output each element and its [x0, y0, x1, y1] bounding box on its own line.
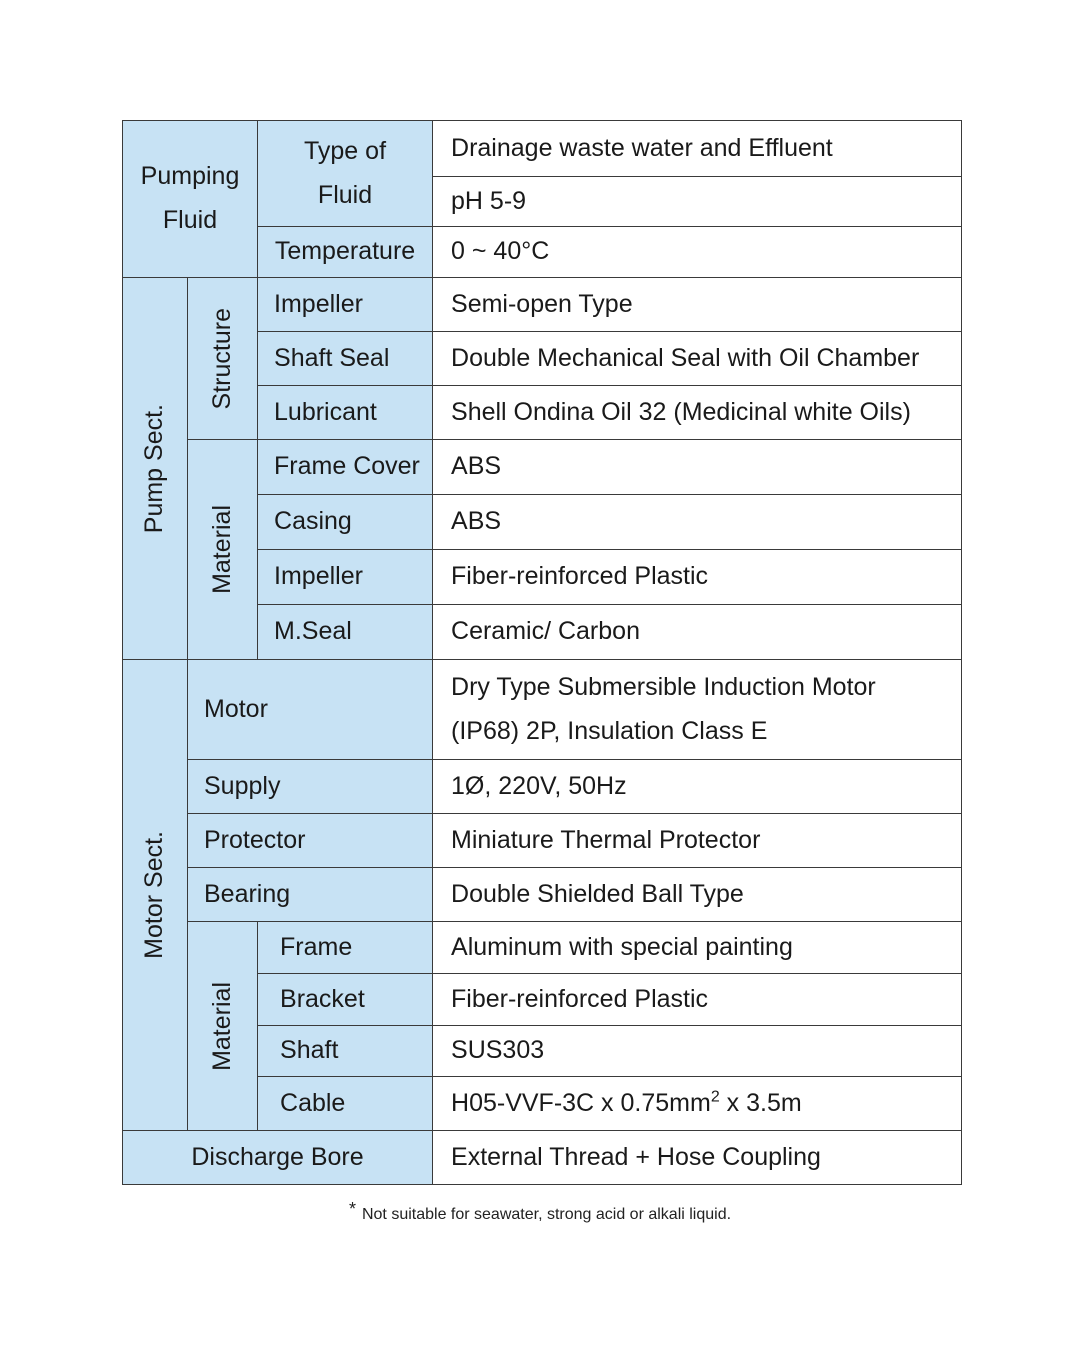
spec-table [122, 120, 962, 1185]
frame-value: Aluminum with special painting [433, 922, 962, 974]
protector-label: Protector [188, 814, 433, 868]
discharge-bore-value: External Thread + Hose Coupling [433, 1131, 962, 1185]
table-row [123, 278, 962, 332]
discharge-bore-label: Discharge Bore [123, 1131, 433, 1185]
footnote-star: * [348, 1199, 356, 1219]
impeller-value: Semi-open Type [433, 278, 962, 332]
motor-label: Motor [188, 660, 433, 760]
type-of-fluid-label: Type of Fluid [258, 121, 433, 227]
shaft-value: SUS303 [433, 1026, 962, 1077]
m-seal-value: Ceramic/ Carbon [433, 605, 962, 660]
table-row [123, 760, 962, 814]
bearing-label: Bearing [188, 868, 433, 922]
shaft-label: Shaft [258, 1026, 433, 1077]
pump-impeller-material-value: Fiber-reinforced Plastic [433, 550, 962, 605]
table-row [123, 121, 962, 177]
motor-sect-label: Motor Sect. [123, 660, 188, 1131]
table-row [123, 440, 962, 495]
table-row [123, 922, 962, 974]
motor-value: Dry Type Submersible Induction Motor (IP68) 2P, Insulation Class E [433, 660, 962, 760]
temperature-value: 0 ~ 40°C [433, 227, 962, 278]
supply-value: 1Ø, 220V, 50Hz [433, 760, 962, 814]
motor-material-label: Material [188, 922, 258, 1131]
pump-structure-label: Structure [188, 278, 258, 440]
frame-cover-label: Frame Cover [258, 440, 433, 495]
table-row [123, 660, 962, 760]
impeller-label: Impeller [258, 278, 433, 332]
pump-impeller-material-label: Impeller [258, 550, 433, 605]
table-row [123, 868, 962, 922]
protector-value: Miniature Thermal Protector [433, 814, 962, 868]
m-seal-label: M.Seal [258, 605, 433, 660]
table-row [123, 814, 962, 868]
temperature-label: Temperature [258, 227, 433, 278]
shaft-seal-value: Double Mechanical Seal with Oil Chamber [433, 332, 962, 386]
lubricant-label: Lubricant [258, 386, 433, 440]
cable-value: H05-VVF-3C x $0.75mm^2$ x 3.5m [433, 1077, 962, 1131]
casing-value: ABS [433, 495, 962, 550]
type-of-fluid-value: Drainage waste water and Effluent [433, 121, 962, 177]
bracket-label: Bracket [258, 974, 433, 1026]
pumping-fluid-label: Pumping Fluid [123, 121, 258, 278]
pump-material-label: Material [188, 440, 258, 660]
supply-label: Supply [188, 760, 433, 814]
table-row [123, 1131, 962, 1185]
frame-label: Frame [258, 922, 433, 974]
pump-sect-label: Pump Sect. [123, 278, 188, 660]
footnote-text: Not suitable for seawater, strong acid or alkali liquid. [361, 1206, 732, 1223]
lubricant-value: Shell Ondina Oil 32 (Medicinal white Oils) [433, 386, 962, 440]
footnote [0, 1199, 1080, 1224]
frame-cover-value: ABS [433, 440, 962, 495]
ph-value: pH 5-9 [433, 177, 962, 227]
bearing-value: Double Shielded Ball Type [433, 868, 962, 922]
shaft-seal-label: Shaft Seal [258, 332, 433, 386]
casing-label: Casing [258, 495, 433, 550]
cable-label: Cable [258, 1077, 433, 1131]
bracket-value: Fiber-reinforced Plastic [433, 974, 962, 1026]
